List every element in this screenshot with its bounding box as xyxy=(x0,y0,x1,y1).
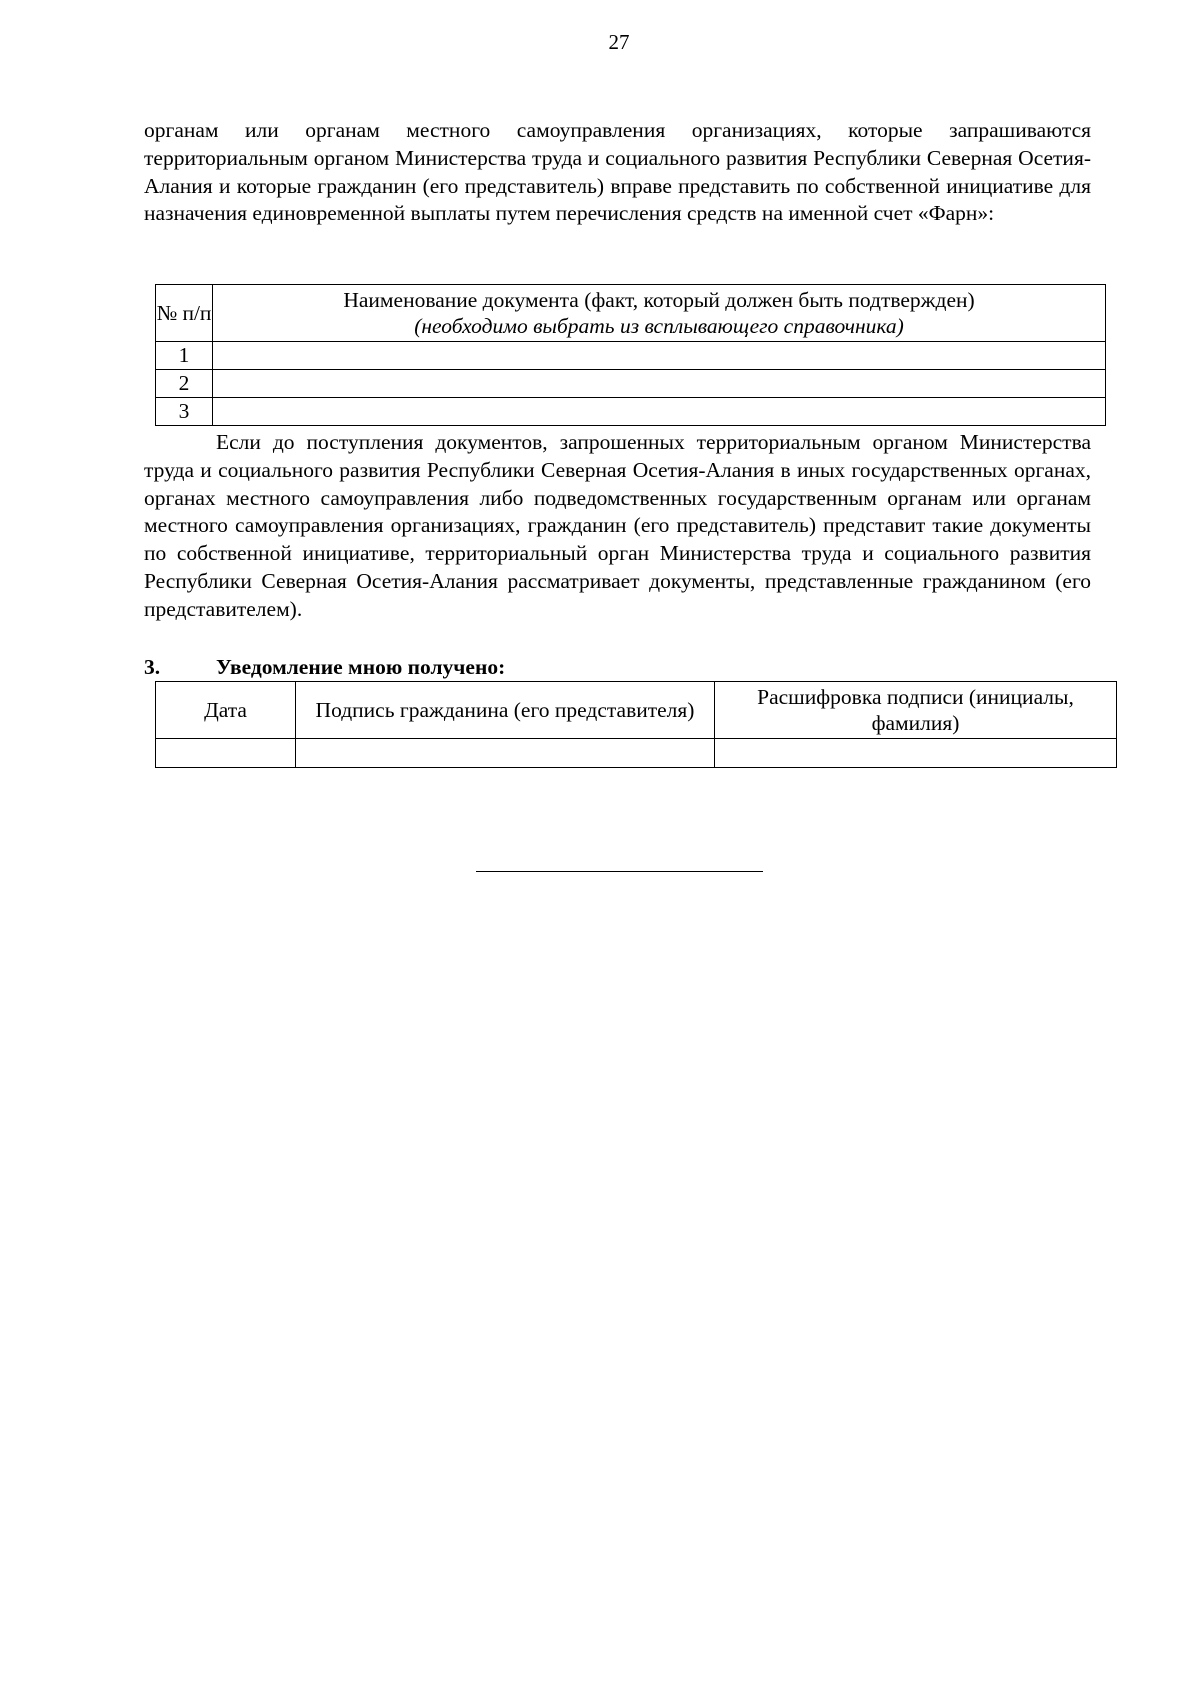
header-number-label: № п/п xyxy=(156,301,212,325)
header-document-note: (необходимо выбрать из всплывающего справочника) xyxy=(414,314,904,338)
header-document-title: Наименование документа (факт, который должен быть подтвержден) xyxy=(343,288,975,312)
paragraph-own-initiative: Если до поступления документов, запрошенных территориальным органом Министерства труда и социального развития Республики Северная Осетия-Алания в иных государственных органах, органах местного самоуправления либо подведомственных государственным органам или органам местного самоуправления организациях, гражданин (его представитель) представит такие документы по собственной инициативе, территориальный орган Министерства труда и социального развития Республики Северная Осетия-Алания рассматривает документы, представленные гражданином (его представителем). xyxy=(144,430,1091,621)
header-signature-decoding: Расшифровка подписи (инициалы, фамилия) xyxy=(715,682,1117,739)
header-document-name xyxy=(213,285,1106,342)
row-number: 3 xyxy=(156,398,213,426)
signature-decoding-cell[interactable] xyxy=(715,739,1117,768)
documents-table xyxy=(155,284,1106,426)
document-name-cell[interactable] xyxy=(213,342,1106,370)
row-number: 2 xyxy=(156,370,213,398)
section-number: 3. xyxy=(144,655,161,679)
row-number: 1 xyxy=(156,342,213,370)
table-row xyxy=(156,342,1106,370)
signature-cell[interactable] xyxy=(296,739,715,768)
table-row xyxy=(156,370,1106,398)
signature-table-header xyxy=(156,682,1117,739)
paragraph-documents-list-intro: органам или органам местного самоуправления организациях, которые запрашиваются территориальным органом Министерства труда и социального развития Республики Северная Осетия-Алания и которые гражданин (его представитель) вправе представить по собственной инициативе для назначения единовременной выплаты путем перечисления средств на именной счет «Фарн»: xyxy=(144,118,1091,226)
documents-table-header xyxy=(156,285,1106,342)
section-title: Уведомление мною получено: xyxy=(216,655,506,679)
header-signature: Подпись гражданина (его представителя) xyxy=(296,682,715,739)
section-heading xyxy=(144,654,505,680)
date-cell[interactable] xyxy=(156,739,296,768)
document-name-cell[interactable] xyxy=(213,398,1106,426)
end-divider-line xyxy=(476,871,763,872)
page-number: 27 xyxy=(608,30,630,54)
document-name-cell[interactable] xyxy=(213,370,1106,398)
header-number xyxy=(156,285,213,342)
signature-table xyxy=(155,681,1117,768)
table-row xyxy=(156,398,1106,426)
header-date: Дата xyxy=(156,682,296,739)
table-row xyxy=(156,739,1117,768)
